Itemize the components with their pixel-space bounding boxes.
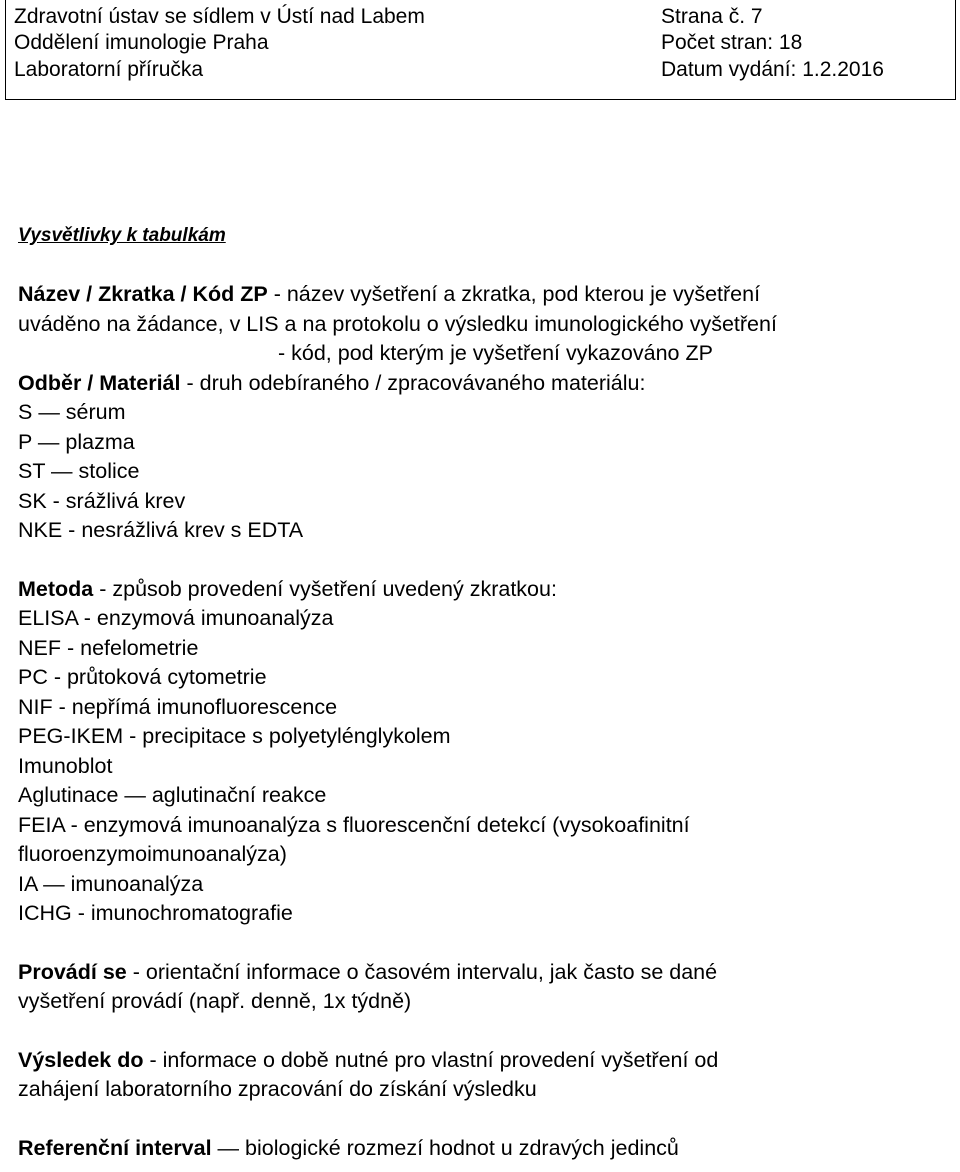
- provadi-text: - orientační informace o časovém intervalu, jak často se dané: [126, 959, 718, 984]
- odber-text: - druh odebíraného / zpracovávaného materiálu:: [180, 370, 646, 395]
- method-item: ICHG - imunochromatografie: [18, 901, 293, 925]
- header-department: Oddělení imunologie Praha: [14, 31, 269, 54]
- referencni-dash: —: [211, 1135, 240, 1160]
- metoda-label: Metoda: [18, 576, 94, 601]
- material-item: SK - srážlivá krev: [18, 488, 186, 513]
- material-item: P — plazma: [18, 429, 135, 454]
- odber-line: [18, 369, 948, 399]
- provadi-label: Provádí se: [18, 959, 127, 984]
- vysledek-line-1: [18, 1046, 948, 1076]
- metoda-text: - způsob provedení vyšetření uvedený zkratkou:: [93, 576, 557, 601]
- nazev-line-2: uváděno na žádance, v LIS a na protokolu o výsledku imunologického vyšetření: [18, 311, 777, 336]
- header-page-count: Počet stran: 18: [661, 31, 803, 54]
- method-item: Imunoblot: [18, 753, 113, 778]
- referencni-text: biologické rozmezí hodnot u zdravých jedinců: [239, 1135, 679, 1160]
- nazev-label: Název / Zkratka / Kód ZP: [18, 282, 268, 306]
- header-page-number: Strana č. 7: [661, 5, 763, 28]
- metoda-line: [18, 575, 948, 605]
- document-body: [18, 221, 948, 1163]
- method-item: PC - průtoková cytometrie: [18, 665, 267, 689]
- header-issue-date: Datum vydání: 1.2.2016: [661, 58, 884, 81]
- method-item: fluoroenzymoimunoanalýza): [18, 842, 287, 866]
- material-item: S — sérum: [18, 400, 126, 424]
- nazev-text: - název vyšetření a zkratka, pod kterou je vyšetření: [267, 282, 761, 306]
- header-institution: Zdravotní ústav se sídlem v Ústí nad Labem: [14, 5, 425, 28]
- material-item: ST — stolice: [18, 459, 140, 483]
- referencni-label: Referenční interval: [18, 1135, 212, 1160]
- method-item: NIF - nepřímá imunofluorescence: [18, 694, 338, 719]
- provadi-line-1: [18, 958, 948, 988]
- vysledek-text: - informace o době nutné pro vlastní provedení vyšetření od: [143, 1047, 719, 1072]
- referencni-line: [18, 1134, 948, 1164]
- method-item: IA — imunoanalýza: [18, 871, 204, 896]
- nazev-line-1: [18, 280, 948, 310]
- header-doc-type: Laboratorní příručka: [14, 58, 204, 81]
- method-item: PEG-IKEM - precipitace s polyetylénglykolem: [18, 724, 451, 748]
- vysledek-line-2: zahájení laboratorního zpracování do získání výsledku: [18, 1077, 537, 1101]
- provadi-line-2: vyšetření provádí (např. denně, 1x týdně): [18, 989, 412, 1013]
- document-header: [5, 0, 956, 100]
- material-item: NKE - nesrážlivá krev s EDTA: [18, 518, 304, 542]
- odber-label: Odběr / Materiál: [18, 370, 181, 395]
- method-item: Aglutinace — aglutinační reakce: [18, 783, 327, 807]
- method-item: FEIA - enzymová imunoanalýza s fluorescenční detekcí (vysokoafinitní: [18, 812, 690, 837]
- method-item: ELISA - enzymová imunoanalýza: [18, 606, 334, 630]
- vysledek-label: Výsledek do: [18, 1047, 144, 1072]
- method-item: NEF - nefelometrie: [18, 635, 199, 660]
- nazev-line-3: - kód, pod kterým je vyšetření vykazováno ZP: [278, 341, 713, 365]
- section-title: Vysvětlivky k tabulkám: [18, 225, 226, 246]
